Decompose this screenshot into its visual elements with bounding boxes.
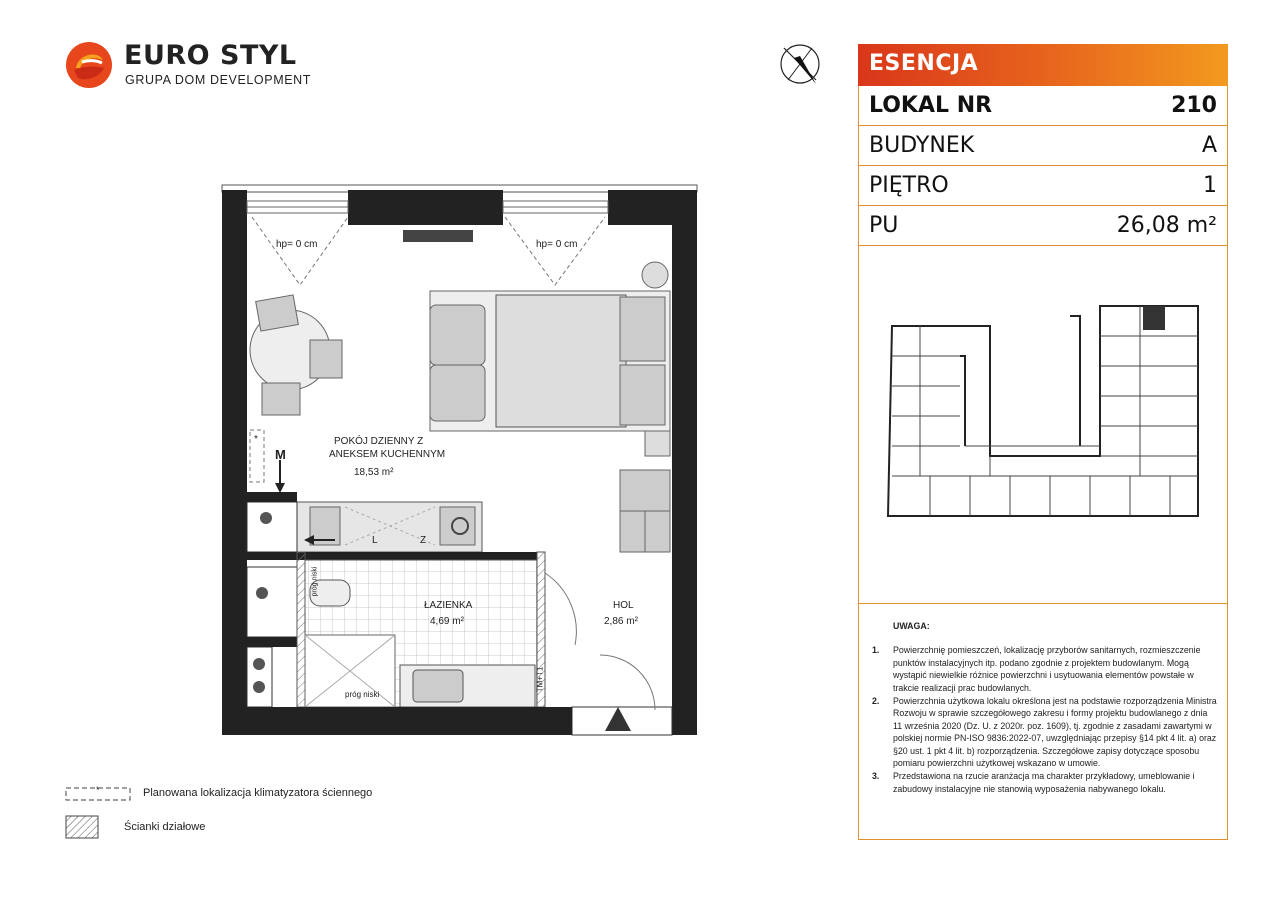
info-row-floor bbox=[858, 166, 1228, 206]
wall-top-middle bbox=[348, 190, 503, 225]
kitchen-label-z: Z bbox=[420, 535, 427, 546]
bathroom-name: ŁAZIENKA bbox=[424, 600, 473, 611]
threshold-label-vertical: próg niski bbox=[311, 566, 319, 597]
north-arrow-icon bbox=[770, 40, 830, 88]
bathroom-area: 4,69 m² bbox=[430, 616, 464, 627]
hall-area: 2,86 m² bbox=[604, 616, 638, 627]
partition-legend-text: Ścianki działowe bbox=[124, 821, 206, 833]
unit-number-value: 210 bbox=[1171, 93, 1217, 118]
hall-name: HOL bbox=[613, 600, 634, 611]
note-item: 3. Przedstawiona na rzucie aranżacja ma charakter przykładowy, umeblowanie i zabudowy instalacyjne nie stanowią wyposażenia nabywanego lokalu. bbox=[872, 771, 1195, 794]
ac-marker: * bbox=[254, 434, 258, 445]
living-room-name-line2: ANEKSEM KUCHENNYM bbox=[329, 449, 446, 460]
info-row-unit bbox=[858, 86, 1228, 126]
ac-legend-text: Planowana lokalizacja klimatyzatora ściennego bbox=[143, 787, 373, 799]
brand-subtitle: GRUPA DOM DEVELOPMENT bbox=[125, 73, 312, 87]
notes-section bbox=[872, 620, 1217, 796]
threshold-label: próg niski bbox=[345, 690, 380, 699]
area-value: 26,08 m² bbox=[1116, 213, 1217, 238]
brand-logo-icon bbox=[64, 40, 114, 90]
info-row-building bbox=[858, 126, 1228, 166]
brand-name: EURO STYL bbox=[124, 40, 297, 71]
unit-highlight bbox=[1143, 306, 1165, 330]
ac-legend-marker: * bbox=[96, 785, 100, 795]
building-label: BUDYNEK bbox=[869, 133, 975, 158]
investment-name: ESENCJA bbox=[869, 51, 979, 76]
wall-left bbox=[222, 190, 247, 735]
floor-value: 1 bbox=[1203, 173, 1217, 198]
area-label: PU bbox=[869, 213, 899, 238]
note-item: 2. Powierzchnia użytkowa lokalu określona jest na podstawie rozporządzenia Ministra Rozwoju w sprawie szczegółowego zakresu i formy projektu budowlanego z dnia 11 września 2020 (Dz. U. z 2020r. poz. 1609), tj. zgodnie z zasadami zawartymi w polskiej normie PN-ISO 9836:2022-07, uwzględniając przepisy §14 pkt 4 lit. a) oraz §20 ust. 1 pkt 4 lit. b) rozporządzenia. Szczegółowe zapisy dotyczące sposobu pomiaru powierzchni użytkowej wskazano w umowie. bbox=[872, 696, 1217, 769]
wall-right bbox=[672, 190, 697, 735]
window-right-sill-height: hp= 0 cm bbox=[536, 239, 578, 250]
window-left-sill-height: hp= 0 cm bbox=[276, 239, 318, 250]
note-item: 1. Powierzchnię pomieszczeń, lokalizację przyborów sanitarnych, rozmieszczenie punktów instalacyjnych itp. podano zgodnie z projektem budowlanym. Mogą wystąpić niewielkie różnice powierzchni i usytuowania elementów powstałe w trakcie realizacji prac budowlanych. bbox=[872, 645, 1201, 693]
notes-heading: UWAGA: bbox=[893, 621, 930, 631]
kitchen-label-l: L bbox=[372, 535, 378, 546]
partition-legend-icon bbox=[65, 815, 99, 839]
info-row-area bbox=[858, 206, 1228, 246]
building-key-plan bbox=[880, 296, 1210, 521]
living-room-name-line1: POKÓJ DZIENNY Z bbox=[334, 436, 424, 447]
meter-label: M bbox=[275, 447, 286, 462]
building-value: A bbox=[1201, 133, 1217, 158]
floor-label: PIĘTRO bbox=[869, 173, 949, 198]
meter-tag: TM+T1 bbox=[535, 666, 545, 693]
living-room-area: 18,53 m² bbox=[354, 467, 394, 478]
unit-number-label: LOKAL NR bbox=[869, 93, 993, 118]
